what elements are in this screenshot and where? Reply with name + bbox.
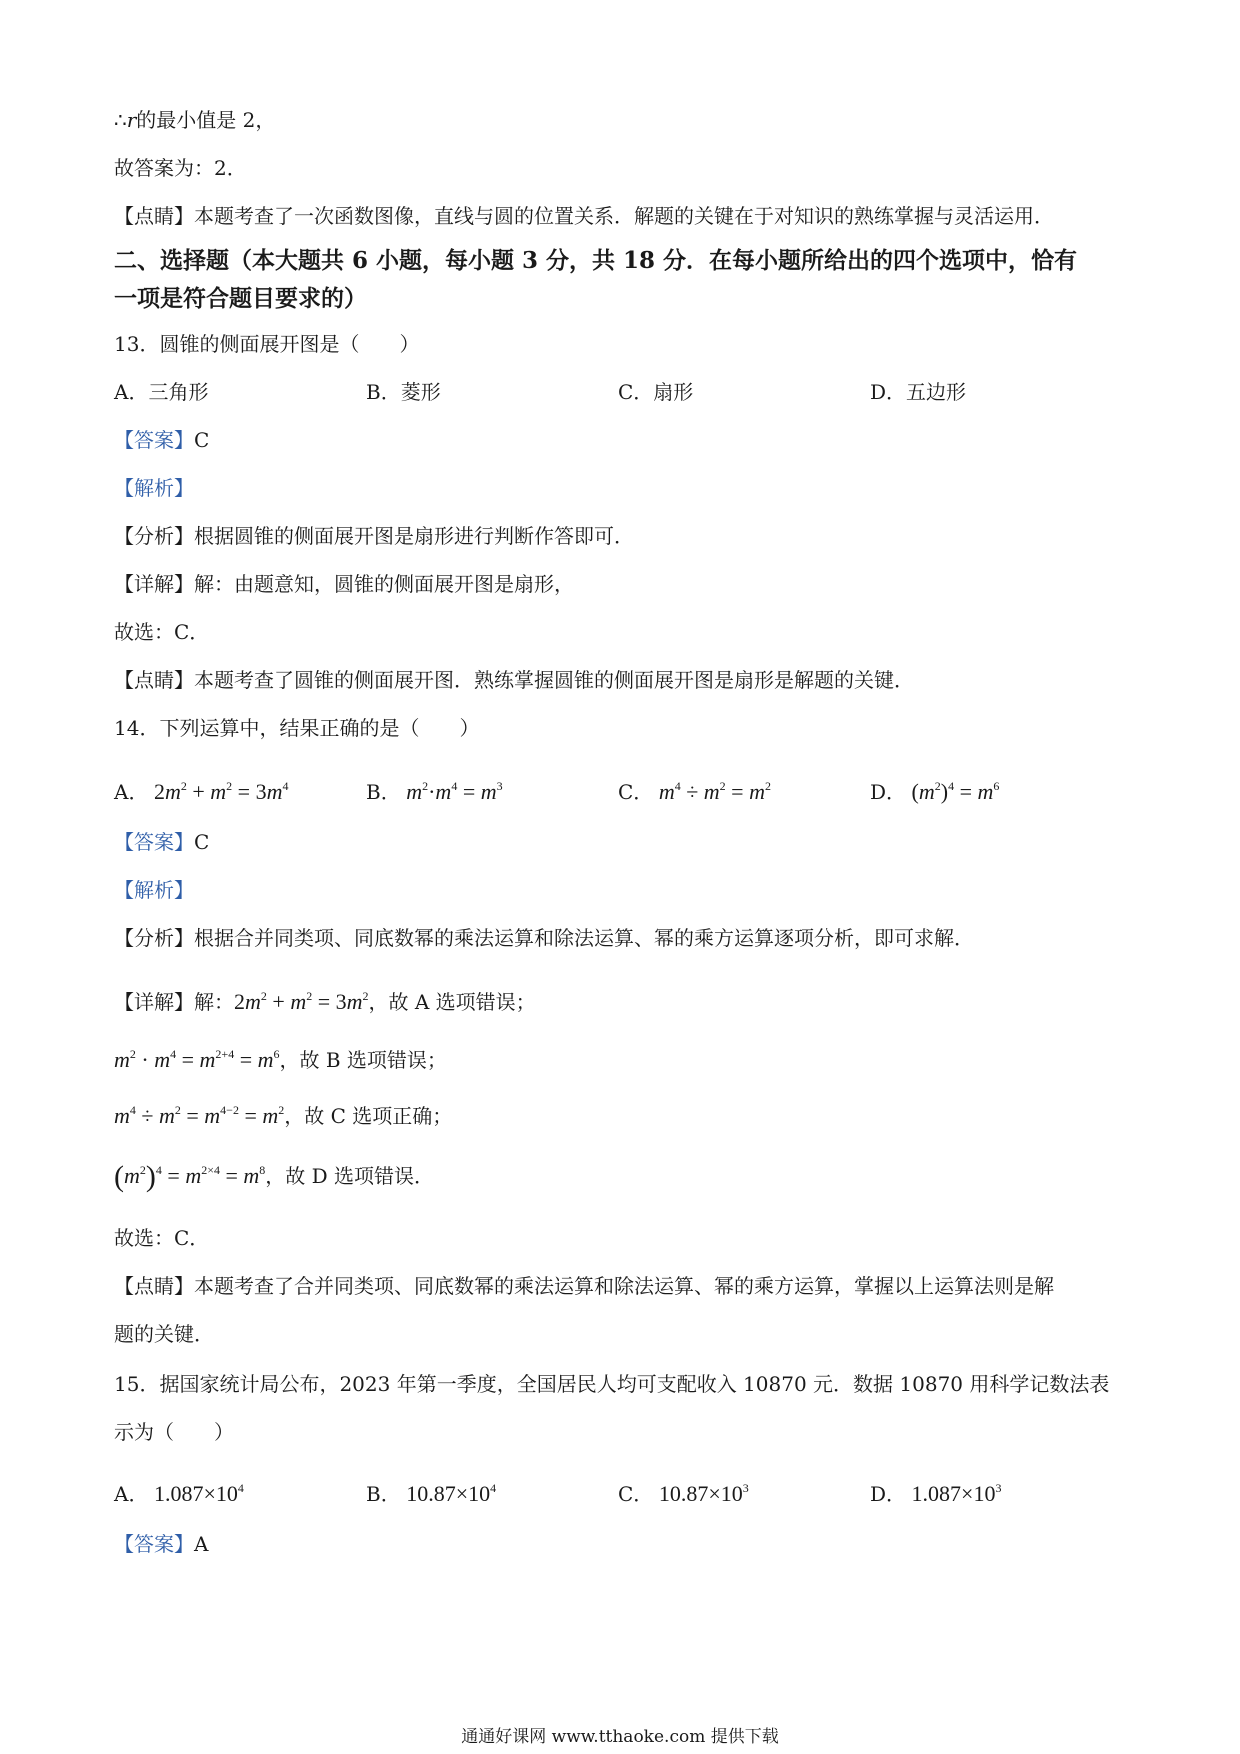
line-r-min: ∴r的最小值是 2， (114, 108, 276, 132)
q15-option-c: C． $10.87\times 10^3$ (618, 1481, 749, 1506)
q14-guxuan: 故选：C． (114, 1226, 210, 1250)
q15-option-d: D． $1.087\times 10^3$ (870, 1481, 1002, 1506)
q14-xiangjie-a: 【详解】解：$2m^2 + m^2 = 3m^2$，故 A 选项错误； (114, 989, 536, 1014)
q15-option-a: A． $1.087\times 10^4$ (114, 1481, 244, 1506)
page-footer: 通通好课网 www.tthaoke.com 提供下载 (461, 1727, 779, 1747)
line-answer-2: 故答案为：2． (114, 156, 247, 180)
q13-answer: 【答案】C (114, 428, 210, 452)
q13-guxuan: 故选：C． (114, 620, 210, 644)
q14-xiangjie-c: $m^4 \div m^2 = m^{4-2} = m^2$，故 C 选项正确； (114, 1103, 453, 1128)
q14-xiangjie-b: $m^2 \cdot m^4 = m^{2+4} = m^6$，故 B 选项错误； (114, 1047, 447, 1072)
section-heading-line-1: 二、选择题（本大题共 6 小题，每小题 3 分，共 18 分．在每小题所给出的四个选项中，恰有 (114, 247, 1078, 274)
q13-analysis-tag: 【解析】 (114, 476, 194, 500)
q13-stem: 13．圆锥的侧面展开图是（ ） (114, 332, 420, 356)
q13-fenxi: 【分析】根据圆锥的侧面展开图是扇形进行判断作答即可． (114, 524, 634, 548)
q13-option-b: B．菱形 (366, 380, 441, 404)
q14-option-a: A． $2m^2 + m^2 = 3m^4$ (114, 779, 289, 804)
q13-xiangjie: 【详解】解：由题意知，圆锥的侧面展开图是扇形， (114, 572, 574, 596)
q15-answer: 【答案】A (114, 1532, 209, 1556)
q14-option-c: C． $m^4 \div m^2 = m^2$ (618, 779, 771, 804)
q13-option-c: C．扇形 (618, 380, 694, 404)
q14-analysis-tag: 【解析】 (114, 878, 194, 902)
q14-dianjing-2: 题的关键． (114, 1322, 214, 1346)
q13-option-d: D．五边形 (870, 380, 967, 404)
q14-option-d: D． $(m^2)^4 = m^6$ (870, 779, 1000, 804)
q14-fenxi: 【分析】根据合并同类项、同底数幂的乘法运算和除法运算、幂的乘方运算逐项分析，即可求解． (114, 926, 974, 950)
q15-stem-1: 15．据国家统计局公布，2023 年第一季度，全国居民人均可支配收入 10870 元．数据 10870 用科学记数法表 (114, 1372, 1110, 1396)
q14-dianjing-1: 【点睛】本题考查了合并同类项、同底数幂的乘法运算和除法运算、幂的乘方运算，掌握以上运算法则是解 (114, 1274, 1054, 1298)
q15-option-b: B． $10.87\times 10^4$ (366, 1481, 497, 1506)
q14-answer: 【答案】C (114, 830, 210, 854)
q14-xiangjie-d: $(m^2)^4 = m^{2\times 4} = m^8$，故 D 选项错误． (114, 1160, 435, 1193)
q15-stem-2: 示为（ ） (114, 1420, 234, 1444)
section-heading-line-2: 一项是符合题目要求的） (114, 285, 367, 312)
q13-option-a: A．三角形 (114, 380, 209, 404)
q13-dianjing: 【点睛】本题考查了圆锥的侧面展开图．熟练掌握圆锥的侧面展开图是扇形是解题的关键． (114, 668, 914, 692)
q14-stem: 14．下列运算中，结果正确的是（ ） (114, 716, 480, 740)
line-dianjing-prev: 【点睛】本题考查了一次函数图像，直线与圆的位置关系．解题的关键在于对知识的熟练掌握与灵活运用． (114, 204, 1054, 228)
q14-option-b: B． $m^2\cdot m^4 = m^3$ (366, 779, 503, 804)
